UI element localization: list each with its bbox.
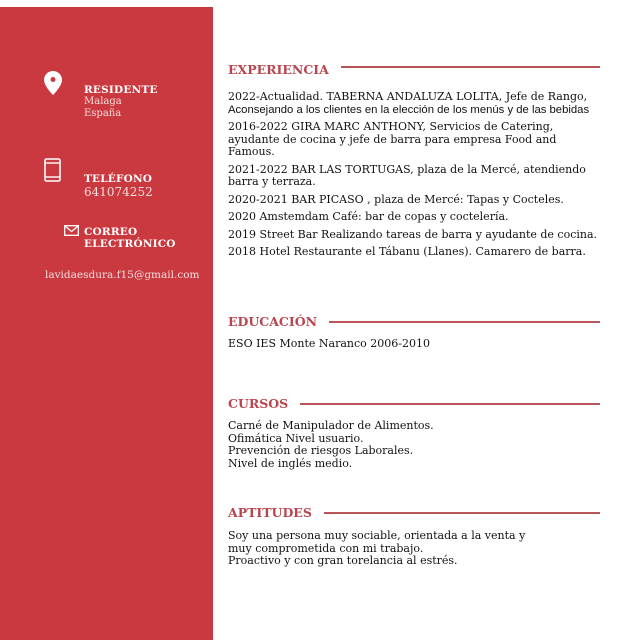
phone-value: 641074252 xyxy=(84,185,153,199)
skill-item: Soy una persona muy sociable, orientada a la venta y muy comprometida con mi trabajo. xyxy=(228,529,526,555)
experience-item-line: 2022-Actualidad. TABERNA ANDALUZA LOLITA, Jefe de Rango, xyxy=(228,90,588,103)
phone-label: TELÉFONO xyxy=(84,173,153,185)
experience-item: 2021-2022 BAR LAS TORTUGAS, plaza de la Mercé, atendiendo barra y terraza. xyxy=(228,162,586,188)
courses-title: CURSOS xyxy=(228,396,289,411)
experience-heading xyxy=(228,62,600,77)
divider xyxy=(324,512,600,514)
course-item: Nivel de inglés medio. xyxy=(228,456,353,470)
course-item: Prevención de riesgos Laborales. xyxy=(228,444,414,457)
location-pin-icon xyxy=(44,71,62,95)
experience-item: 2016-2022 GIRA MARC ANTHONY, Servicios de Catering, ayudante de cocina y jefe de barra para empresa Food and Famous. xyxy=(228,120,557,158)
courses-heading xyxy=(228,396,600,411)
education-title: EDUCACIÓN xyxy=(228,314,318,329)
experience-title: EXPERIENCIA xyxy=(228,62,329,77)
divider xyxy=(329,321,600,323)
courses-section xyxy=(228,396,600,470)
phone-block xyxy=(84,173,153,199)
course-item: Carné de Manipulador de Alimentos. xyxy=(228,419,434,432)
experience-item: 2020-2021 BAR PICASO , plaza de Mercé: Tapas y Cocteles. xyxy=(228,192,564,206)
email-label-1: CORREO xyxy=(84,226,138,238)
email-block xyxy=(84,226,176,250)
residence-country: España xyxy=(84,108,122,119)
residence-city: Malaga xyxy=(84,96,122,107)
email-label-2: ELECTRÓNICO xyxy=(84,238,176,250)
course-item: Ofimática Nivel usuario. xyxy=(228,431,364,445)
mobile-phone-icon xyxy=(44,158,61,182)
experience-section xyxy=(228,62,600,264)
email-value[interactable]: lavidaesdura.f15@gmail.com xyxy=(45,269,200,281)
divider xyxy=(341,66,600,68)
experience-item: 2019 Street Bar Realizando tareas de barra y ayudante de cocina. xyxy=(228,227,598,241)
education-heading xyxy=(228,314,600,329)
experience-item: 2018 Hotel Restaurante el Tábanu (Llanes). Camarero de barra. xyxy=(228,245,586,258)
residence-label: RESIDENTE xyxy=(84,84,158,96)
education-section xyxy=(228,314,600,351)
experience-item: 2020 Amstemdam Café: bar de copas y coctelería. xyxy=(228,210,509,223)
sidebar xyxy=(0,7,213,640)
divider xyxy=(300,403,600,405)
envelope-icon xyxy=(64,225,79,236)
experience-item-line: Aconsejando a los clientes en la elección de los menús y de las bebidas xyxy=(228,103,590,116)
residence-block xyxy=(84,84,158,120)
skills-title: APTITUDES xyxy=(228,505,312,520)
skill-item: Proactivo y con gran torelancia al estrés. xyxy=(228,554,458,567)
experience-item xyxy=(228,91,600,116)
skills-section xyxy=(228,505,600,568)
education-item: ESO IES Monte Naranco 2006-2010 xyxy=(228,337,430,350)
skills-heading xyxy=(228,505,600,520)
